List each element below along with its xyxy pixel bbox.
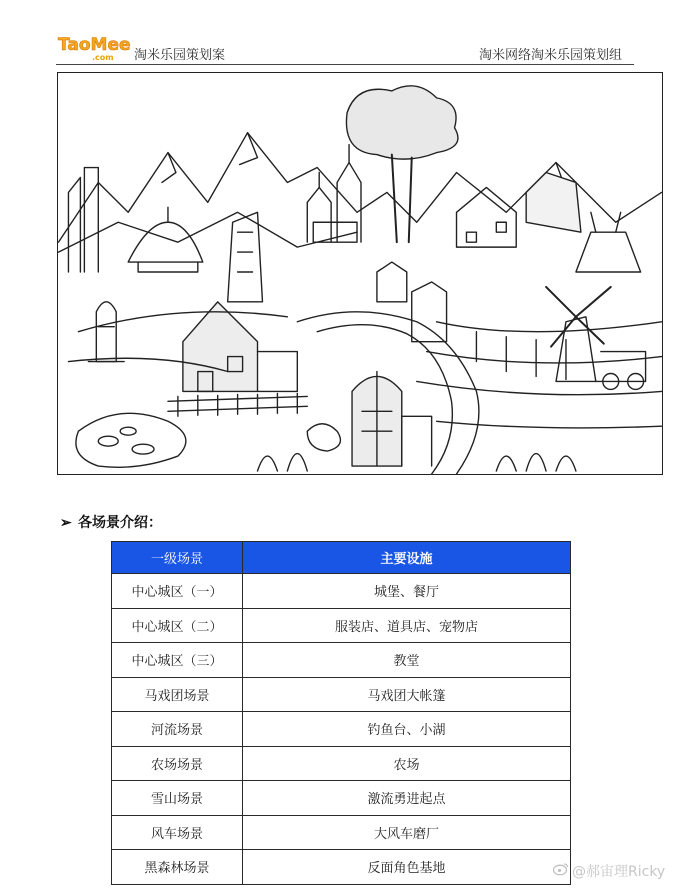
table-row xyxy=(112,712,571,747)
facilities-cell: 钓鱼台、小湖 xyxy=(243,712,571,747)
scene-cell: 黑森林场景 xyxy=(112,850,243,885)
scene-cell: 河流场景 xyxy=(112,712,243,747)
section-title-text: 各场景介绍： xyxy=(78,515,162,531)
scene-cell: 马戏团场景 xyxy=(112,677,243,712)
facilities-cell: 服装店、道具店、宠物店 xyxy=(243,608,571,643)
facilities-cell: 反面角色基地 xyxy=(243,850,571,885)
taomee-logo xyxy=(56,32,136,62)
facilities-cell: 城堡、餐厅 xyxy=(243,574,571,609)
scenes-table xyxy=(111,541,571,885)
scene-cell: 风车场景 xyxy=(112,815,243,850)
scene-cell: 中心城区（三） xyxy=(112,643,243,678)
facilities-cell: 马戏团大帐篷 xyxy=(243,677,571,712)
park-map-illustration xyxy=(57,72,663,475)
svg-text:TaoMee: TaoMee xyxy=(58,35,131,55)
weibo-watermark xyxy=(553,861,665,881)
header-divider xyxy=(56,64,634,65)
watermark-text: @郝宙理Ricky xyxy=(572,864,666,880)
table-row xyxy=(112,746,571,781)
table-row xyxy=(112,781,571,816)
scene-cell: 中心城区（一） xyxy=(112,574,243,609)
column-header-scene: 一级场景 xyxy=(112,542,243,574)
section-heading xyxy=(60,512,162,532)
svg-text:.com: .com xyxy=(92,53,114,62)
table-row xyxy=(112,608,571,643)
table-row xyxy=(112,850,571,885)
document-title: 淘米乐园策划案 xyxy=(134,48,226,63)
facilities-cell: 激流勇进起点 xyxy=(243,781,571,816)
facilities-cell: 农场 xyxy=(243,746,571,781)
table-row xyxy=(112,574,571,609)
table-row xyxy=(112,677,571,712)
scene-cell: 中心城区（二） xyxy=(112,608,243,643)
page-header xyxy=(56,30,634,66)
scene-cell: 农场场景 xyxy=(112,746,243,781)
table-header-row xyxy=(112,542,571,574)
table-row xyxy=(112,815,571,850)
column-header-facilities: 主要设施 xyxy=(243,542,571,574)
team-name: 淘米网络淘米乐园策划组 xyxy=(478,48,622,63)
facilities-cell: 大风车磨厂 xyxy=(243,815,571,850)
facilities-cell: 教堂 xyxy=(243,643,571,678)
scene-cell: 雪山场景 xyxy=(112,781,243,816)
arrow-bullet-icon: ➢ xyxy=(60,515,72,531)
weibo-icon xyxy=(553,862,569,880)
table-row xyxy=(112,643,571,678)
